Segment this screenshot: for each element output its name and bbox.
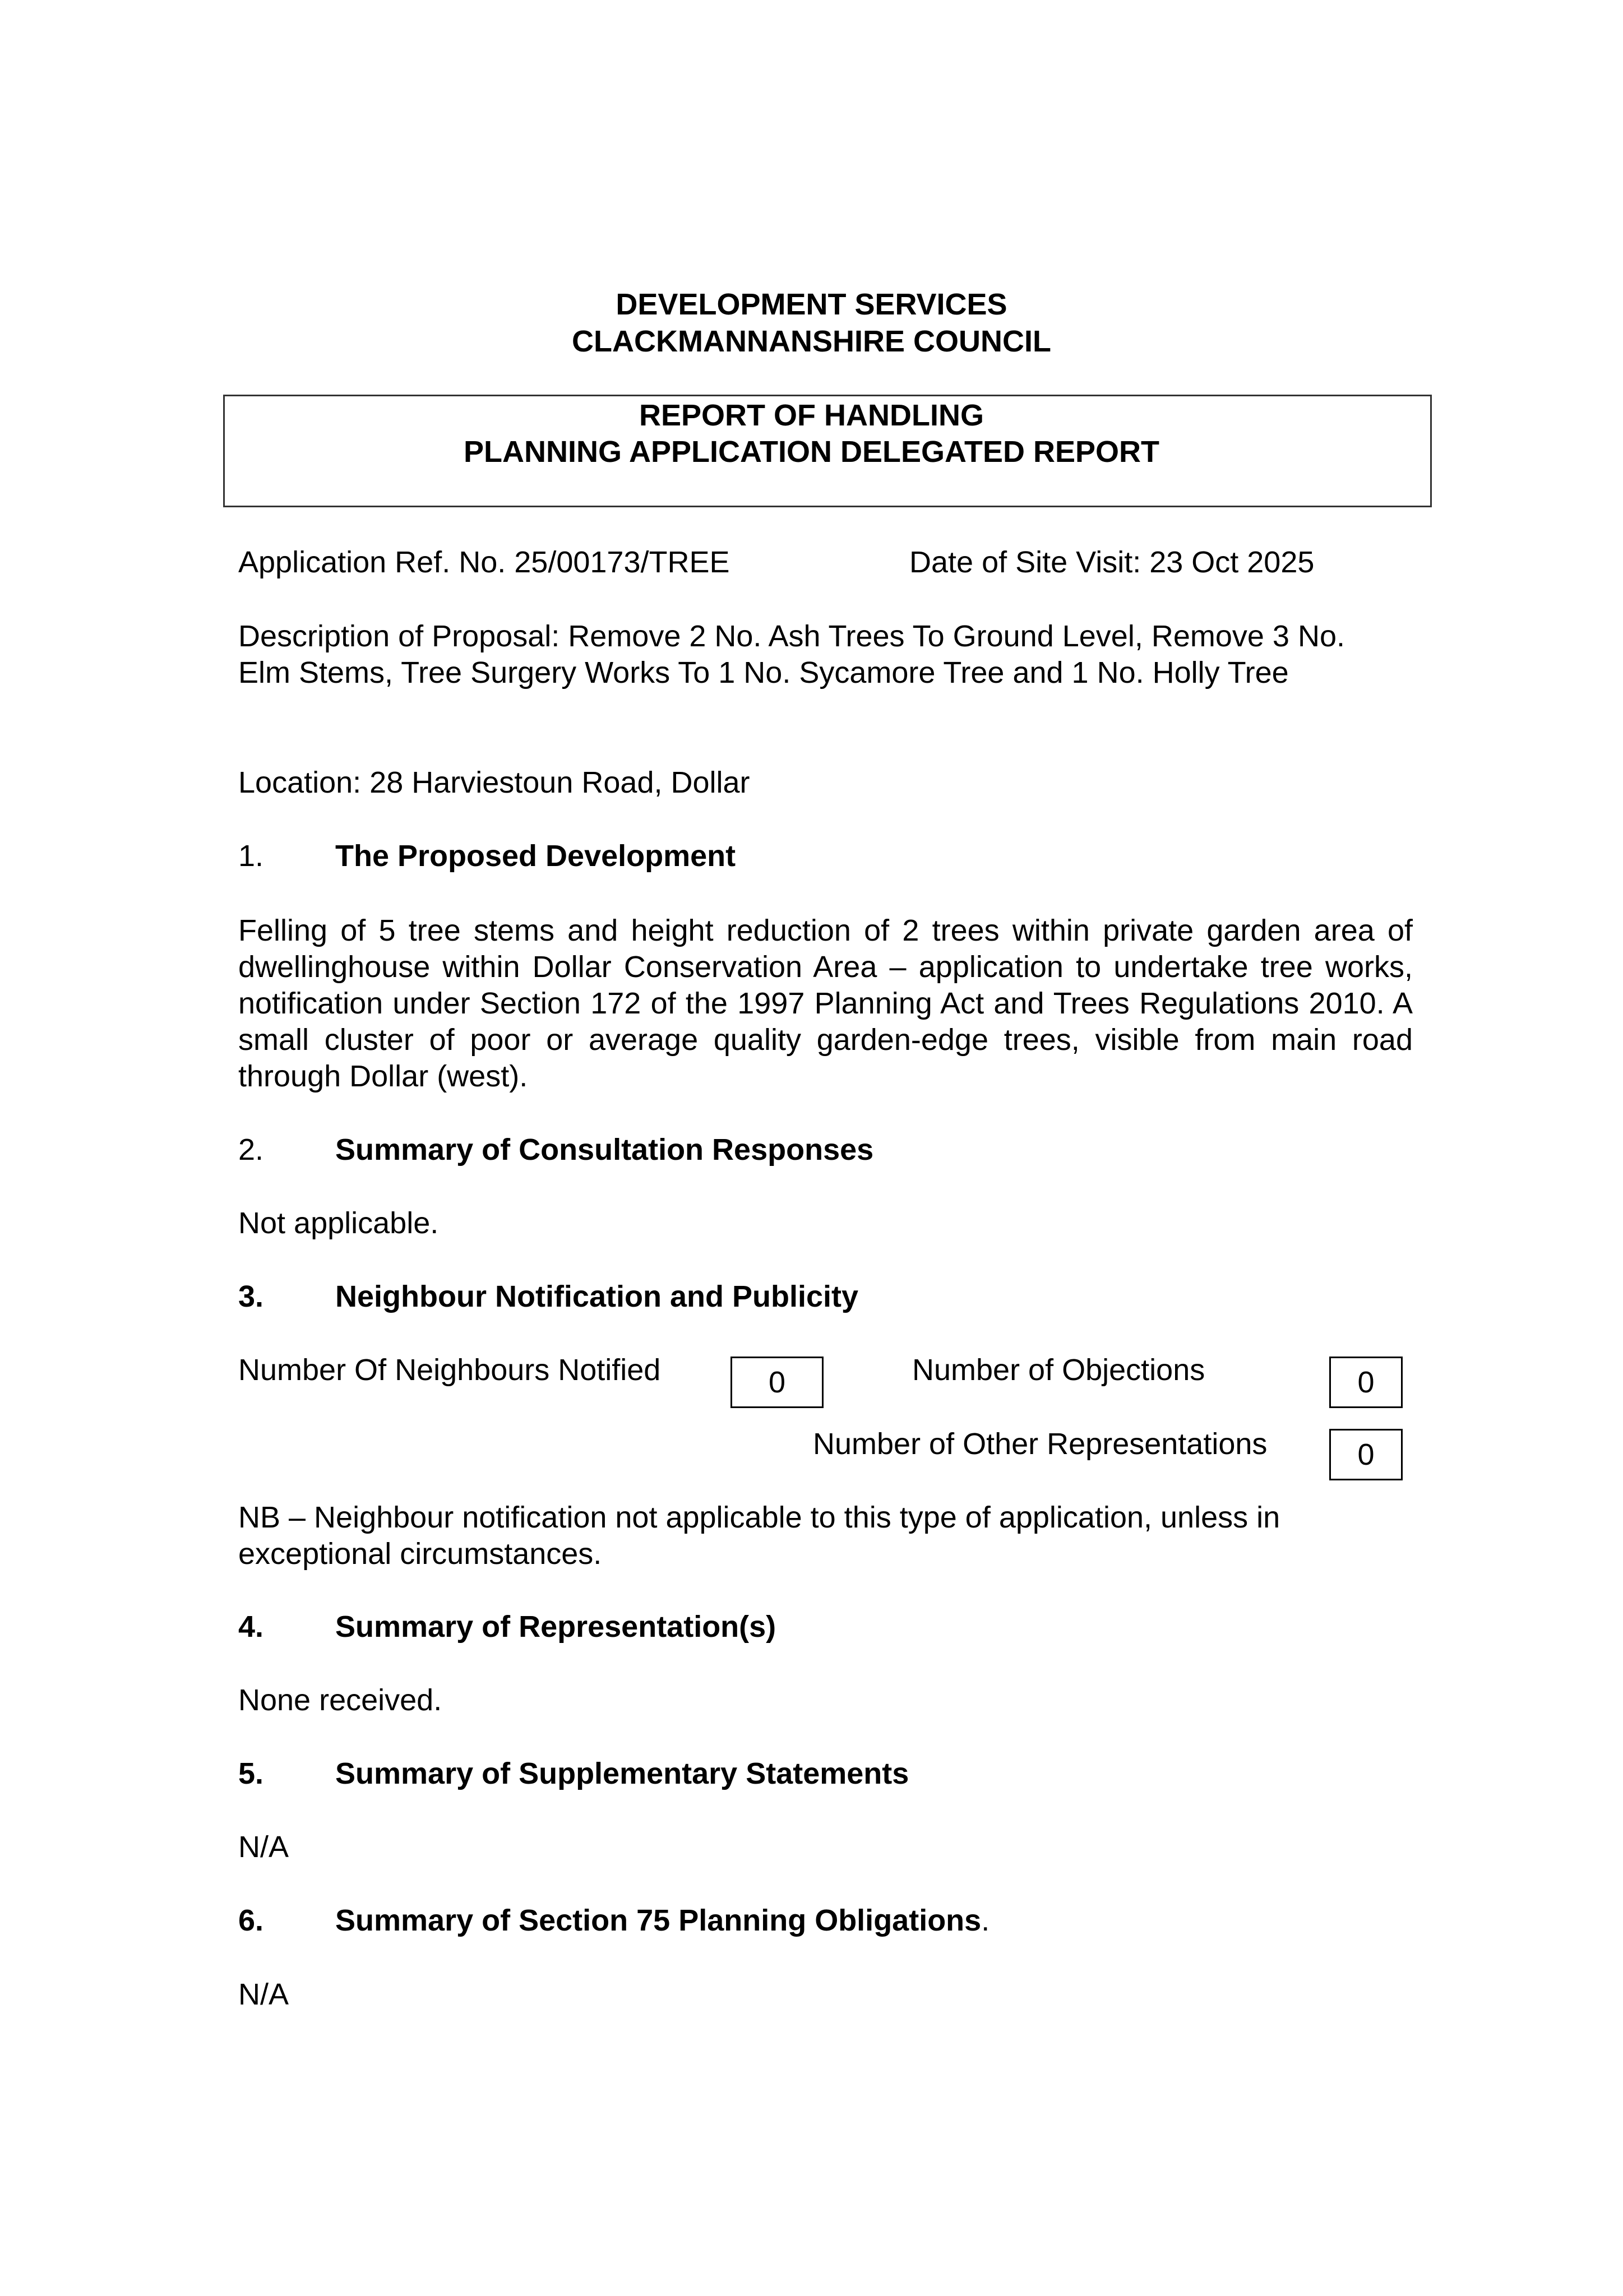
section-heading: Neighbour Notification and Publicity xyxy=(335,1280,859,1313)
department-heading: DEVELOPMENT SERVICES xyxy=(616,288,1007,321)
other-representations-value: 0 xyxy=(1329,1429,1403,1480)
section-heading: Summary of Consultation Responses xyxy=(335,1133,874,1166)
section-body: Felling of 5 tree stems and height reduction of 2 trees within private garden area of dwellinghouse within Dollar Conservation Area – application to undertake tree works, notification under Section 172 of the 1997 Planning Act and Trees Regulations 2010. A small cluster of poor or average quality garden-edge trees, visible from main road through Dollar (west). xyxy=(238,914,1413,1093)
section-heading: Summary of Supplementary Statements xyxy=(335,1757,909,1790)
section-heading: The Proposed Development xyxy=(335,839,736,873)
section-heading-row xyxy=(335,1903,989,1938)
report-title: REPORT OF HANDLING xyxy=(639,399,984,432)
section-body: N/A xyxy=(238,1978,289,2011)
proposal-description: Description of Proposal: Remove 2 No. Ash Trees To Ground Level, Remove 3 No. Elm Stems, Tree Surgery Works To 1 No. Sycamore Tree and 1 No. Holly Tree xyxy=(238,619,1345,689)
section-heading-suffix: . xyxy=(981,1904,990,1937)
section-number: 2. xyxy=(238,1133,264,1166)
neighbours-notified-value: 0 xyxy=(730,1357,824,1408)
section-heading: Summary of Section 75 Planning Obligations xyxy=(335,1904,982,1937)
section-body: None received. xyxy=(238,1683,442,1717)
section-number: 6. xyxy=(238,1904,264,1937)
section-number: 3. xyxy=(238,1280,264,1313)
site-visit-date: Date of Site Visit: 23 Oct 2025 xyxy=(909,545,1315,579)
section-number: 4. xyxy=(238,1610,264,1644)
council-heading: CLACKMANNANSHIRE COUNCIL xyxy=(572,325,1051,358)
other-representations-label: Number of Other Representations xyxy=(813,1427,1268,1461)
section-number: 1. xyxy=(238,839,264,873)
section-number: 5. xyxy=(238,1757,264,1790)
report-subtitle: PLANNING APPLICATION DELEGATED REPORT xyxy=(463,435,1160,469)
site-location: Location: 28 Harviestoun Road, Dollar xyxy=(238,766,750,799)
section-heading: Summary of Representation(s) xyxy=(335,1610,776,1644)
objections-label: Number of Objections xyxy=(912,1353,1205,1387)
neighbour-note: NB – Neighbour notification not applicable to this type of application, unless in exceptional circumstances. xyxy=(238,1501,1280,1571)
section-body: Not applicable. xyxy=(238,1206,439,1240)
neighbours-notified-label: Number Of Neighbours Notified xyxy=(238,1353,661,1387)
application-ref: Application Ref. No. 25/00173/TREE xyxy=(238,545,730,579)
objections-value: 0 xyxy=(1329,1357,1403,1408)
section-body: N/A xyxy=(238,1830,289,1864)
